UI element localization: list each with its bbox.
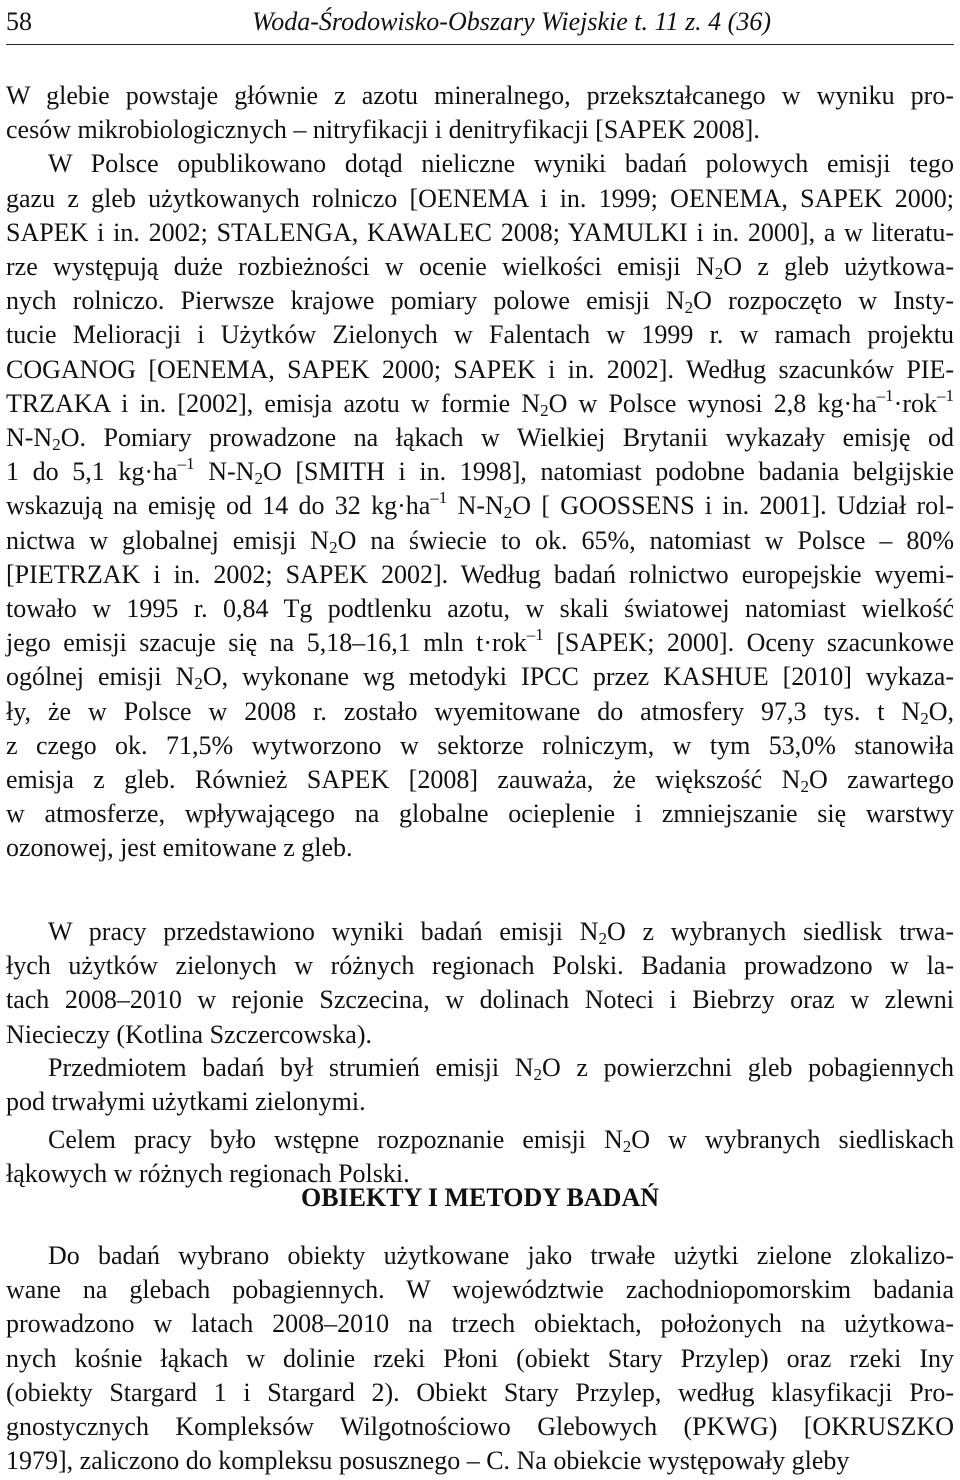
para1-line xyxy=(6,694,954,730)
para5-line xyxy=(6,1306,954,1342)
para1-line xyxy=(6,249,954,285)
text-run: nictwa w globalnej emisji N xyxy=(6,525,330,555)
para2-line xyxy=(6,982,954,1018)
para1-line xyxy=(6,591,954,627)
text-run: 2 xyxy=(194,674,203,694)
para1-line xyxy=(6,352,954,388)
text-run: w atmosferze, wpływającego na globalne ocieplenie i zmniejszanie się warstwy xyxy=(6,799,954,829)
text-run: 2 xyxy=(684,298,694,318)
text-run: 2 xyxy=(622,1137,632,1156)
para5-line xyxy=(6,1375,954,1411)
text-run: O rozpoczęto w Insty- xyxy=(693,286,954,316)
para1-line xyxy=(6,625,954,661)
text-run: COGANOG [OENEMA, SAPEK 2000; SAPEK i in. 2002]. Według szacunków PIE- xyxy=(6,354,954,384)
text-run: 2 xyxy=(540,400,549,420)
text-run: N-N xyxy=(6,423,53,452)
text-run: Celem pracy było wstępne rozpoznanie emisji N xyxy=(48,1125,623,1154)
text-run: 2 xyxy=(52,435,61,454)
text-run: 1979], zaliczono do kompleksu posusznego – C. Na obiekcie występowały gleby xyxy=(6,1446,850,1476)
para3-line xyxy=(6,1084,954,1120)
text-run: O, xyxy=(928,696,954,726)
text-run: O, wykonane wg metodyki IPCC przez KASHUE [2010] wykaza- xyxy=(202,662,954,692)
para1-line xyxy=(6,78,954,114)
text-run: gnostycznych Kompleksów Wilgotnościowo Glebowych (PKWG) [OKRUSZKO xyxy=(6,1412,954,1441)
para1-line xyxy=(6,386,954,422)
para1-line xyxy=(6,488,954,524)
text-run: Do badań wybrano obiekty użytkowane jako trwałe użytki zielone zlokalizo- xyxy=(48,1241,954,1270)
text-run: tucie Melioracji i Użytków Zielonych w Falentach w 1999 r. w ramach projektu xyxy=(6,320,954,350)
text-run: O zawartego xyxy=(808,765,954,794)
text-run: łąkowych w różnych regionach Polski. xyxy=(6,1159,410,1189)
text-run: W Polsce opublikowano dotąd nieliczne wyniki badań polowych emisji tego xyxy=(48,149,954,179)
text-run: ły, że w Polsce w 2008 r. zostało wyemitowane do atmosfery 97,3 tys. t N xyxy=(6,696,921,726)
para2-line xyxy=(6,948,954,984)
text-run: O z powierzchni gleb pobagiennych xyxy=(541,1053,954,1082)
running-title: Woda-Środowisko-Obszary Wiejskie t. 11 z. 4 (36) xyxy=(252,7,771,36)
para1-line xyxy=(6,181,954,217)
text-run: [PIETRZAK i in. 2002; SAPEK 2002]. Według badań rolnictwo europejskie wyemi- xyxy=(6,559,954,589)
text-run: O. Pomiary prowadzone na łąkach w Wielkiej Brytanii wykazały emisję od xyxy=(60,423,954,452)
text-run: –1 xyxy=(430,488,448,508)
text-run: łych użytków zielonych w różnych regionach Polski. Badania prowadzono w la- xyxy=(6,951,954,981)
text-run: ·rok xyxy=(893,388,937,418)
text-run: nych rolniczo. Pierwsze krajowe pomiary polowe emisji N xyxy=(6,286,685,316)
para1-line xyxy=(6,830,954,866)
text-run: W pracy przedstawiono wyniki badań emisji N xyxy=(48,917,599,946)
text-run: cesów mikrobiologicznych – nitryfikacji i denitryfikacji [SAPEK 2008]. xyxy=(6,115,760,145)
para2-line xyxy=(6,1017,954,1053)
para1-line xyxy=(6,283,954,319)
text-run: N-N xyxy=(447,491,504,521)
text-run: gazu z gleb użytkowanych rolniczo [OENEMA i in. 1999; OENEMA, SAPEK 2000; xyxy=(6,183,954,213)
text-run: W glebie powstaje głównie z azotu mineralnego, przekształcanego w wyniku pro- xyxy=(6,81,954,110)
page-header xyxy=(6,4,954,40)
text-run: O na świecie to ok. 65%, natomiast w Polsce – 80% xyxy=(337,525,954,555)
para1-line xyxy=(6,317,954,353)
para5-line xyxy=(6,1341,954,1377)
text-run: O z wybranych siedlisk trwa- xyxy=(606,917,955,946)
text-run: O w wybranych siedliskach xyxy=(631,1125,954,1154)
para5-line xyxy=(6,1272,954,1308)
text-run: 2 xyxy=(598,929,607,948)
text-run: O w Polsce wynosi 2,8 kg·ha xyxy=(548,388,877,418)
text-run: SAPEK i in. 2002; STALENGA, KAWALEC 2008; YAMULKI i in. 2000], a w literatu- xyxy=(6,217,954,247)
text-run: [SAPEK; 2000]. Oceny szacunkowe xyxy=(543,628,954,658)
text-run: O z gleb użytkowa- xyxy=(723,252,954,281)
para1-line xyxy=(6,762,954,798)
para3-line xyxy=(48,1050,954,1086)
text-run: O [ GOOSSENS i in. 2001]. Udział rol- xyxy=(512,491,954,521)
text-run: O [SMITH i in. 1998], natomiast podobne badania belgijskie xyxy=(262,457,954,487)
text-run: 1 do 5,1 kg·ha xyxy=(6,457,178,487)
text-run: 2 xyxy=(254,469,263,489)
para5-line xyxy=(6,1409,954,1445)
para4-line xyxy=(48,1122,954,1158)
text-run: z czego ok. 71,5% wytworzono w sektorze rolniczym, w tym 53,0% stanowiła xyxy=(6,730,954,760)
text-run: Przedmiotem badań był strumień emisji N xyxy=(48,1053,534,1082)
header-rule xyxy=(6,44,954,45)
text-run: nych kośnie łąkach w dolinie rzeki Płoni (obiekt Stary Przylep) oraz rzeki Iny xyxy=(6,1343,954,1373)
text-run: prowadzono w latach 2008–2010 na trzech obiektach, położonych na użytkowa- xyxy=(6,1309,954,1339)
text-run: ozonowej, jest emitowane z gleb. xyxy=(6,833,353,863)
text-run: –1 xyxy=(177,454,195,474)
text-run: pod trwałymi użytkami zielonymi. xyxy=(6,1087,366,1117)
text-run: 2 xyxy=(714,264,724,283)
para1-line xyxy=(6,420,954,456)
section-heading: OBIEKTY I METODY BADAŃ xyxy=(300,1183,660,1212)
text-run: wskazują na emisję od 14 do 32 kg·ha xyxy=(6,491,431,521)
page-number: 58 xyxy=(6,7,32,36)
text-run: N-N xyxy=(194,457,255,487)
text-run: tach 2008–2010 w rejonie Szczecina, w dolinach Noteci i Biebrzy oraz w zlewni xyxy=(6,985,954,1015)
para5-line xyxy=(6,1443,954,1479)
text-run: –1 xyxy=(876,385,894,405)
text-run: 2 xyxy=(329,537,338,557)
text-run: towało w 1995 r. 0,84 Tg podtlenku azotu, w skali światowej natomiast wielkość xyxy=(6,594,954,623)
text-run: –1 xyxy=(936,385,954,405)
text-run: (obiekty Stargard 1 i Stargard 2). Obiekt Stary Przylep, według klasyfikacji Pro- xyxy=(6,1377,954,1407)
para1-line xyxy=(6,659,954,695)
text-run: TRZAKA i in. [2002], emisja azotu w formie N xyxy=(6,388,541,418)
para2-line xyxy=(48,914,954,950)
para1-line xyxy=(6,112,954,148)
para5-line xyxy=(48,1238,954,1274)
para1-line xyxy=(6,215,954,251)
text-run: 2 xyxy=(800,777,809,796)
text-run: 2 xyxy=(920,708,929,728)
text-run: Niecieczy (Kotlina Szczercowska). xyxy=(6,1019,372,1049)
text-run: wane na glebach pobagiennych. W województwie zachodniopomorskim badania xyxy=(6,1275,954,1305)
para1-line xyxy=(48,146,954,182)
text-run: 2 xyxy=(533,1065,542,1084)
text-run: jego emisji szacuje się na 5,18–16,1 mln t·rok xyxy=(6,628,527,658)
text-run: –1 xyxy=(526,625,544,645)
text-run: emisja z gleb. Również SAPEK [2008] zauważa, że większość N xyxy=(6,765,801,794)
text-run: rze występują duże rozbieżności w ocenie wielkości emisji N xyxy=(6,252,715,281)
para1-line xyxy=(6,728,954,764)
para1-line xyxy=(6,454,954,490)
para1-line xyxy=(6,796,954,832)
para1-line xyxy=(6,523,954,559)
text-run: ogólnej emisji N xyxy=(6,662,195,692)
text-run: 2 xyxy=(503,503,513,523)
para1-line xyxy=(6,557,954,593)
